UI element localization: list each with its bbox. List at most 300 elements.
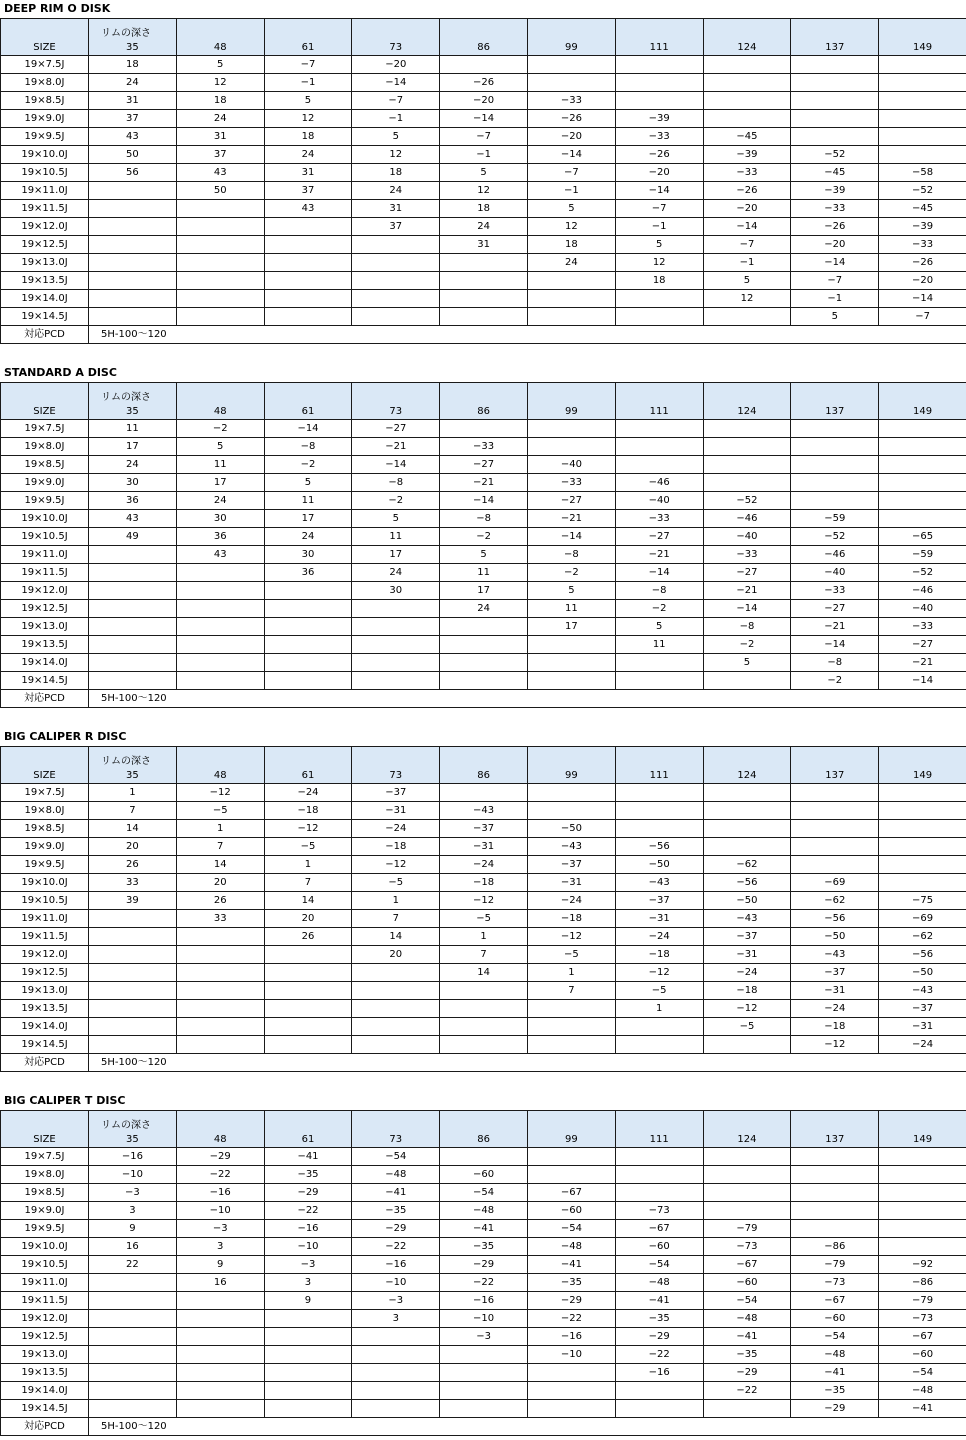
table-row xyxy=(1,1018,966,1036)
offset-cell xyxy=(440,420,528,438)
offset-cell: −12 xyxy=(352,856,440,874)
offset-cell: −14 xyxy=(703,600,791,618)
offset-cell: 14 xyxy=(264,892,352,910)
header-row xyxy=(1,383,966,420)
offset-cell xyxy=(703,672,791,690)
rim-size-cell: 19×14.0J xyxy=(1,1018,89,1036)
offset-cell: −43 xyxy=(791,946,879,964)
offset-cell: −8 xyxy=(615,582,703,600)
offset-cell xyxy=(791,128,879,146)
rim-size-cell: 19×8.0J xyxy=(1,74,89,92)
offset-cell: 18 xyxy=(440,200,528,218)
offset-cell xyxy=(879,510,966,528)
offset-cell xyxy=(791,1148,879,1166)
table-row xyxy=(1,874,966,892)
table-row xyxy=(1,1184,966,1202)
offset-cell: 5 xyxy=(176,56,264,74)
offset-cell xyxy=(615,456,703,474)
offset-cell: −69 xyxy=(879,910,966,928)
rim-size-cell: 19×9.5J xyxy=(1,492,89,510)
rim-size-cell: 19×10.5J xyxy=(1,1256,89,1274)
offset-cell: −54 xyxy=(879,1364,966,1382)
rim-size-cell: 19×14.0J xyxy=(1,1382,89,1400)
depth-value: 111 xyxy=(615,1111,703,1148)
rim-size-cell: 19×14.5J xyxy=(1,1036,89,1054)
offset-cell: −35 xyxy=(264,1166,352,1184)
offset-cell: −39 xyxy=(703,146,791,164)
pcd-value: 5H-100〜120 xyxy=(89,1054,966,1072)
offset-cell: 24 xyxy=(352,564,440,582)
table-row xyxy=(1,492,966,510)
table-row xyxy=(1,182,966,200)
offset-cell: 17 xyxy=(264,510,352,528)
offset-cell: 43 xyxy=(89,510,177,528)
offset-cell xyxy=(440,1000,528,1018)
offset-cell xyxy=(352,290,440,308)
offset-cell xyxy=(352,654,440,672)
offset-cell: −5 xyxy=(527,946,615,964)
offset-cell xyxy=(703,1202,791,1220)
offset-cell: −12 xyxy=(615,964,703,982)
table-row xyxy=(1,1328,966,1346)
offset-cell: 12 xyxy=(615,254,703,272)
pcd-row xyxy=(1,1418,966,1436)
offset-cell xyxy=(703,1184,791,1202)
offset-cell: −50 xyxy=(791,928,879,946)
offset-cell: −31 xyxy=(703,946,791,964)
offset-cell: 1 xyxy=(615,1000,703,1018)
offset-cell: 12 xyxy=(176,74,264,92)
offset-cell: −31 xyxy=(440,838,528,856)
offset-cell xyxy=(791,110,879,128)
offset-cell: −37 xyxy=(879,1000,966,1018)
offset-cell: 12 xyxy=(527,218,615,236)
table-row xyxy=(1,582,966,600)
depth-label: リムの深さ xyxy=(101,756,151,767)
offset-cell: 11 xyxy=(440,564,528,582)
offset-cell: −14 xyxy=(879,290,966,308)
offset-cell: −52 xyxy=(879,564,966,582)
offset-cell xyxy=(440,982,528,1000)
offset-cell xyxy=(264,982,352,1000)
offset-cell xyxy=(440,784,528,802)
offset-cell: −48 xyxy=(352,1166,440,1184)
offset-cell: −24 xyxy=(440,856,528,874)
table-row xyxy=(1,892,966,910)
offset-cell: 7 xyxy=(176,838,264,856)
offset-cell: −45 xyxy=(703,128,791,146)
offset-cell: −18 xyxy=(615,946,703,964)
offset-cell: 9 xyxy=(89,1220,177,1238)
offset-cell xyxy=(440,56,528,74)
table-row xyxy=(1,1382,966,1400)
offset-cell xyxy=(89,1274,177,1292)
offset-cell: 1 xyxy=(89,784,177,802)
offset-cell: 16 xyxy=(89,1238,177,1256)
offset-cell xyxy=(440,1036,528,1054)
offset-cell: 17 xyxy=(89,438,177,456)
rim-size-cell: 19×9.5J xyxy=(1,856,89,874)
offset-cell xyxy=(176,964,264,982)
offset-cell xyxy=(879,456,966,474)
table-row xyxy=(1,1238,966,1256)
offset-cell: −54 xyxy=(527,1220,615,1238)
offset-cell: −62 xyxy=(879,928,966,946)
offset-cell xyxy=(440,1346,528,1364)
offset-cell: −67 xyxy=(527,1184,615,1202)
depth-value: 61 xyxy=(264,383,352,420)
table-row xyxy=(1,910,966,928)
offset-cell xyxy=(89,1036,177,1054)
offset-cell: −1 xyxy=(352,110,440,128)
depth-value: 111 xyxy=(615,383,703,420)
offset-cell xyxy=(879,1184,966,1202)
offset-cell: −1 xyxy=(791,290,879,308)
offset-cell: −37 xyxy=(615,892,703,910)
offset-cell: −27 xyxy=(352,420,440,438)
offset-cell xyxy=(879,128,966,146)
offset-cell xyxy=(89,290,177,308)
offset-cell: 9 xyxy=(264,1292,352,1310)
offset-cell: −3 xyxy=(440,1328,528,1346)
offset-cell: −21 xyxy=(879,654,966,672)
offset-cell: 12 xyxy=(440,182,528,200)
offset-cell xyxy=(352,272,440,290)
offset-cell: −12 xyxy=(440,892,528,910)
offset-cell xyxy=(352,1036,440,1054)
offset-cell: −33 xyxy=(527,92,615,110)
offset-cell: −31 xyxy=(879,1018,966,1036)
offset-cell: 24 xyxy=(264,146,352,164)
offset-cell: 24 xyxy=(352,182,440,200)
table-row xyxy=(1,564,966,582)
offset-cell: −10 xyxy=(176,1202,264,1220)
offset-cell xyxy=(89,964,177,982)
offset-cell xyxy=(615,820,703,838)
offset-cell: −2 xyxy=(440,528,528,546)
offset-cell xyxy=(879,1238,966,1256)
offset-cell: 24 xyxy=(176,492,264,510)
offset-cell xyxy=(703,92,791,110)
offset-cell: −16 xyxy=(615,1364,703,1382)
offset-cell xyxy=(176,928,264,946)
offset-cell: 14 xyxy=(176,856,264,874)
offset-cell: −12 xyxy=(791,1036,879,1054)
offset-cell: −54 xyxy=(791,1328,879,1346)
offset-cell: −73 xyxy=(791,1274,879,1292)
offset-cell: 31 xyxy=(440,236,528,254)
table-row xyxy=(1,1400,966,1418)
offset-cell xyxy=(879,874,966,892)
offset-cell xyxy=(791,802,879,820)
offset-cell xyxy=(527,1364,615,1382)
offset-cell: 36 xyxy=(176,528,264,546)
offset-cell: −79 xyxy=(791,1256,879,1274)
offset-cell xyxy=(352,1382,440,1400)
offset-cell: −43 xyxy=(615,874,703,892)
offset-cell xyxy=(89,946,177,964)
offset-cell: −7 xyxy=(791,272,879,290)
table-row xyxy=(1,1346,966,1364)
rim-size-cell: 19×10.5J xyxy=(1,528,89,546)
rim-size-cell: 19×13.5J xyxy=(1,1364,89,1382)
offset-cell: −18 xyxy=(703,982,791,1000)
rim-size-cell: 19×14.0J xyxy=(1,290,89,308)
depth-value: 111 xyxy=(615,19,703,56)
offset-cell: −2 xyxy=(352,492,440,510)
offset-cell: −16 xyxy=(352,1256,440,1274)
offset-cell: −18 xyxy=(791,1018,879,1036)
offset-cell: −46 xyxy=(615,474,703,492)
offset-cell: 7 xyxy=(89,802,177,820)
pcd-value: 5H-100〜120 xyxy=(89,326,966,344)
depth-header-cell xyxy=(89,1111,177,1148)
offset-cell: −8 xyxy=(703,618,791,636)
offset-cell xyxy=(791,856,879,874)
offset-cell: −5 xyxy=(440,910,528,928)
offset-cell xyxy=(703,1148,791,1166)
table-row xyxy=(1,654,966,672)
offset-cell xyxy=(879,856,966,874)
offset-cell: −40 xyxy=(791,564,879,582)
offset-cell xyxy=(879,92,966,110)
offset-cell xyxy=(440,1364,528,1382)
offset-cell: 39 xyxy=(89,892,177,910)
depth-label: リムの深さ xyxy=(101,392,151,403)
depth-header-cell xyxy=(89,383,177,420)
offset-cell xyxy=(615,290,703,308)
offset-cell: 5 xyxy=(264,92,352,110)
offset-table xyxy=(0,18,966,344)
offset-cell xyxy=(703,820,791,838)
offset-cell: −46 xyxy=(879,582,966,600)
offset-cell: −40 xyxy=(879,600,966,618)
offset-cell: −67 xyxy=(615,1220,703,1238)
offset-cell: −20 xyxy=(879,272,966,290)
offset-cell: −29 xyxy=(440,1256,528,1274)
offset-cell xyxy=(176,1018,264,1036)
offset-cell: 30 xyxy=(89,474,177,492)
rim-size-cell: 19×9.0J xyxy=(1,474,89,492)
offset-cell: −27 xyxy=(879,636,966,654)
offset-cell xyxy=(176,1036,264,1054)
offset-cell xyxy=(615,784,703,802)
offset-cell xyxy=(264,1364,352,1382)
offset-cell xyxy=(264,254,352,272)
offset-cell xyxy=(703,56,791,74)
offset-cell: −41 xyxy=(879,1400,966,1418)
offset-cell xyxy=(879,1148,966,1166)
offset-cell: 20 xyxy=(89,838,177,856)
offset-cell xyxy=(527,420,615,438)
pcd-label: 対応PCD xyxy=(1,326,89,344)
offset-cell xyxy=(89,618,177,636)
offset-cell: −60 xyxy=(703,1274,791,1292)
offset-cell xyxy=(264,236,352,254)
size-header: SIZE xyxy=(1,747,89,784)
table-row xyxy=(1,1036,966,1054)
offset-cell: −48 xyxy=(703,1310,791,1328)
offset-cell: −27 xyxy=(615,528,703,546)
offset-cell: −20 xyxy=(440,92,528,110)
rim-size-cell: 19×11.5J xyxy=(1,1292,89,1310)
offset-cell xyxy=(264,272,352,290)
rim-size-cell: 19×12.5J xyxy=(1,1328,89,1346)
offset-cell: −39 xyxy=(879,218,966,236)
offset-cell xyxy=(703,802,791,820)
offset-cell xyxy=(176,1400,264,1418)
offset-cell xyxy=(264,1400,352,1418)
offset-cell xyxy=(176,582,264,600)
depth-value: 48 xyxy=(176,1111,264,1148)
offset-cell: 24 xyxy=(89,74,177,92)
rim-size-cell: 19×9.0J xyxy=(1,838,89,856)
offset-cell xyxy=(89,1364,177,1382)
offset-cell: −3 xyxy=(176,1220,264,1238)
offset-cell xyxy=(176,654,264,672)
offset-cell xyxy=(703,1166,791,1184)
rim-size-cell: 19×8.5J xyxy=(1,456,89,474)
offset-cell xyxy=(527,74,615,92)
offset-cell: −10 xyxy=(440,1310,528,1328)
offset-cell: −14 xyxy=(791,254,879,272)
offset-cell: 12 xyxy=(264,110,352,128)
rim-size-cell: 19×12.5J xyxy=(1,600,89,618)
offset-cell: −52 xyxy=(879,182,966,200)
offset-cell xyxy=(352,254,440,272)
offset-cell: 11 xyxy=(89,420,177,438)
offset-cell: −20 xyxy=(791,236,879,254)
rim-size-cell: 19×11.5J xyxy=(1,564,89,582)
offset-cell: −1 xyxy=(527,182,615,200)
offset-cell: −40 xyxy=(527,456,615,474)
table-title: DEEP RIM O DISK xyxy=(4,2,111,15)
offset-cell: 12 xyxy=(703,290,791,308)
offset-cell xyxy=(89,928,177,946)
offset-cell xyxy=(879,838,966,856)
offset-cell: −59 xyxy=(879,546,966,564)
offset-cell xyxy=(264,1036,352,1054)
rim-size-cell: 19×10.0J xyxy=(1,146,89,164)
offset-cell xyxy=(527,56,615,74)
offset-cell xyxy=(440,1018,528,1036)
offset-cell: −2 xyxy=(703,636,791,654)
depth-value: 99 xyxy=(527,747,615,784)
offset-cell: −79 xyxy=(703,1220,791,1238)
offset-cell: −1 xyxy=(264,74,352,92)
rim-size-cell: 19×11.0J xyxy=(1,1274,89,1292)
offset-cell: −39 xyxy=(791,182,879,200)
offset-cell xyxy=(264,1310,352,1328)
offset-cell: −24 xyxy=(879,1036,966,1054)
offset-cell: −12 xyxy=(176,784,264,802)
offset-cell: 56 xyxy=(89,164,177,182)
offset-cell: −37 xyxy=(440,820,528,838)
offset-cell: 5 xyxy=(440,546,528,564)
offset-cell: −21 xyxy=(527,510,615,528)
offset-cell xyxy=(264,308,352,326)
offset-cell xyxy=(264,618,352,636)
offset-cell: 30 xyxy=(352,582,440,600)
depth-value: 48 xyxy=(176,19,264,56)
offset-cell xyxy=(176,636,264,654)
offset-cell xyxy=(527,1000,615,1018)
offset-cell: −41 xyxy=(703,1328,791,1346)
offset-cell xyxy=(879,56,966,74)
offset-cell: −22 xyxy=(615,1346,703,1364)
offset-cell: 11 xyxy=(615,636,703,654)
offset-cell xyxy=(791,74,879,92)
depth-value: 149 xyxy=(879,1111,966,1148)
offset-cell: 24 xyxy=(527,254,615,272)
offset-cell: −62 xyxy=(703,856,791,874)
offset-cell: −52 xyxy=(791,146,879,164)
offset-cell: −27 xyxy=(791,600,879,618)
rim-size-cell: 19×11.5J xyxy=(1,928,89,946)
table-row xyxy=(1,528,966,546)
offset-cell: −35 xyxy=(615,1310,703,1328)
offset-cell: −24 xyxy=(791,1000,879,1018)
table-row xyxy=(1,838,966,856)
offset-cell: 43 xyxy=(264,200,352,218)
table-row xyxy=(1,964,966,982)
offset-cell xyxy=(89,1400,177,1418)
offset-cell: 3 xyxy=(176,1238,264,1256)
rim-size-cell: 19×9.5J xyxy=(1,1220,89,1238)
offset-cell xyxy=(791,1184,879,1202)
offset-cell: −48 xyxy=(527,1238,615,1256)
offset-cell: −56 xyxy=(791,910,879,928)
table-row xyxy=(1,456,966,474)
offset-cell: −18 xyxy=(352,838,440,856)
offset-cell xyxy=(176,946,264,964)
offset-cell: −41 xyxy=(352,1184,440,1202)
offset-cell xyxy=(879,474,966,492)
offset-cell xyxy=(615,802,703,820)
offset-cell: 37 xyxy=(176,146,264,164)
offset-cell: 5 xyxy=(264,474,352,492)
table-row xyxy=(1,146,966,164)
offset-cell: −26 xyxy=(791,218,879,236)
offset-cell: 12 xyxy=(352,146,440,164)
offset-cell: −27 xyxy=(527,492,615,510)
offset-table xyxy=(0,746,966,1072)
offset-cell: −26 xyxy=(703,182,791,200)
offset-cell xyxy=(440,636,528,654)
offset-cell: −29 xyxy=(176,1148,264,1166)
offset-cell: −56 xyxy=(703,874,791,892)
offset-cell xyxy=(352,1328,440,1346)
offset-cell: −2 xyxy=(615,600,703,618)
offset-cell xyxy=(89,982,177,1000)
offset-cell xyxy=(879,438,966,456)
offset-cell: −43 xyxy=(527,838,615,856)
offset-cell xyxy=(703,838,791,856)
offset-cell xyxy=(879,110,966,128)
pcd-row xyxy=(1,326,966,344)
header-row xyxy=(1,1111,966,1148)
offset-cell: 31 xyxy=(352,200,440,218)
offset-cell: −8 xyxy=(264,438,352,456)
offset-cell xyxy=(264,964,352,982)
offset-cell: −41 xyxy=(264,1148,352,1166)
offset-cell: −24 xyxy=(264,784,352,802)
offset-cell: 50 xyxy=(89,146,177,164)
offset-cell xyxy=(703,110,791,128)
offset-cell xyxy=(703,1400,791,1418)
depth-value: 137 xyxy=(791,747,879,784)
offset-cell xyxy=(176,618,264,636)
